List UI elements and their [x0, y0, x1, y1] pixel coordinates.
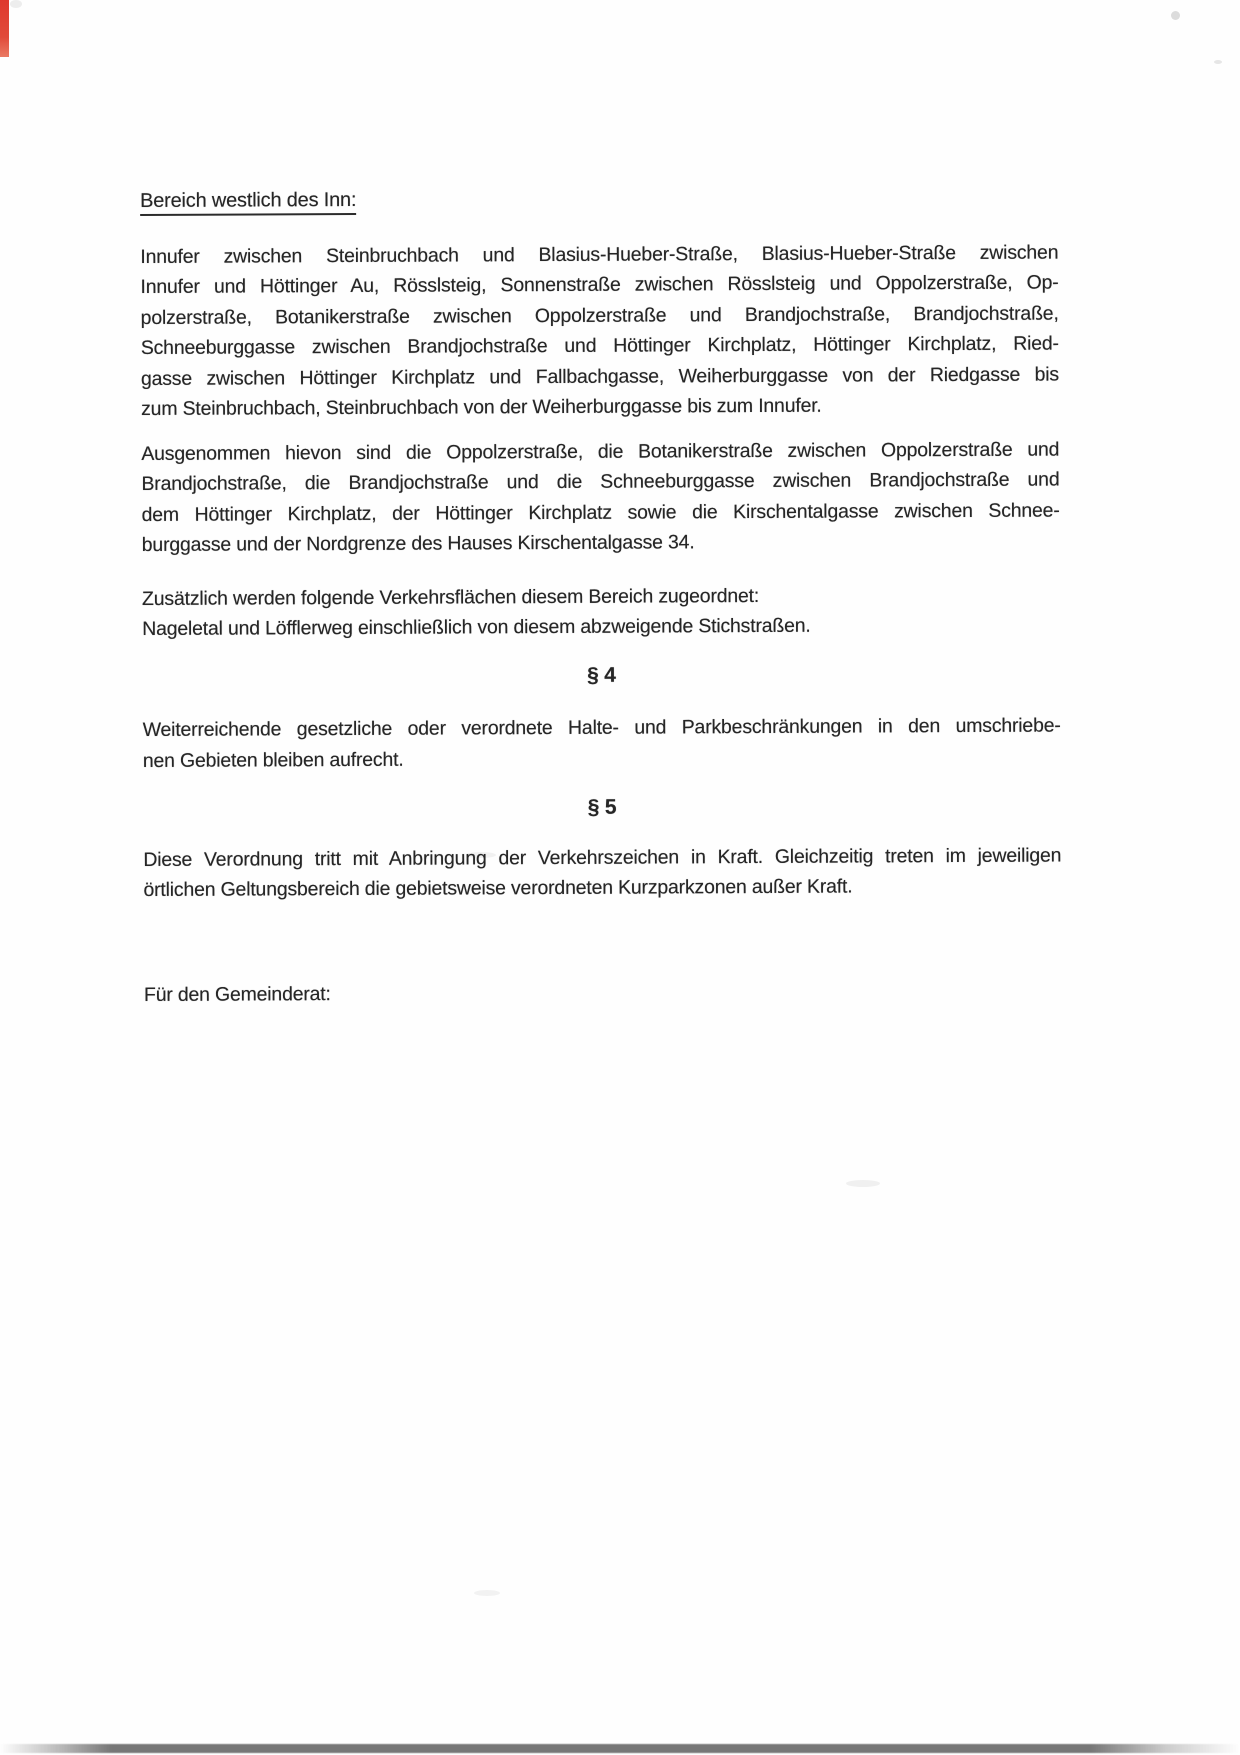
text-line: örtlichen Geltungsbereich die gebietsweise verordneten Kurzparkzonen außer Kraft. [143, 875, 853, 901]
paragraph-section-4-text [143, 711, 1061, 776]
text-line: Schneeburggasse zwischen Brandjochstraße und Höttinger Kirchplatz, Höttinger Kirchplatz, Ried- [140, 332, 1059, 359]
text-line: polzerstraße, Botanikerstraße zwischen Oppolzerstraße und Brandjochstraße, Brandjochstraße, [140, 302, 1059, 329]
scan-speck [1214, 60, 1222, 64]
section-heading [140, 182, 1058, 217]
heading-underlined-text: Bereich westlich des Inn: [140, 189, 356, 216]
document-content [140, 182, 1062, 1010]
text-line: Innufer und Höttinger Au, Rösslsteig, Sonnenstraße zwischen Rösslsteig und Oppolzerstraße, Op- [140, 271, 1059, 298]
paragraph-additional-areas [142, 579, 1060, 644]
scan-speck [10, 0, 22, 8]
text-line: Ausgenommen hievon sind die Oppolzerstraße, die Botanikerstraße zwischen Oppolzerstraße und [141, 438, 1060, 465]
paragraph-exceptions [141, 434, 1060, 560]
scan-speck [1171, 11, 1180, 20]
text-line: gasse zwischen Höttinger Kirchplatz und Fallbachgasse, Weiherburggasse von der Riedgasse bis [140, 363, 1059, 390]
text-line: Zusätzlich werden folgende Verkehrsflächen diesem Bereich zugeordnet: [141, 584, 760, 610]
paragraph-streets-list [140, 237, 1059, 424]
scan-edge-bar [0, 1744, 1240, 1753]
paragraph-section-5-text [143, 840, 1061, 905]
text-line: dem Höttinger Kirchplatz, der Höttinger Kirchplatz sowie die Kirschentalgasse zwischen Schnee- [141, 499, 1060, 526]
section-5-label: § 5 [587, 795, 617, 819]
text-line: nen Gebieten bleiben aufrecht. [142, 748, 404, 772]
section-4-label: § 4 [587, 663, 616, 687]
text-line: zum Steinbruchbach, Steinbruchbach von der Weiherburggasse bis zum Innufer. [141, 394, 822, 420]
scan-smudge [474, 1590, 500, 1596]
text-line: Nageletal und Löfflerweg einschließlich von diesem abzweigende Stichstraßen. [142, 614, 811, 640]
closing-line: Für den Gemeinderat: [143, 982, 331, 1006]
text-line: Diese Verordnung tritt mit Anbringung der Verkehrszeichen in Kraft. Gleichzeitig treten im jeweiligen [143, 844, 1062, 871]
text-line: Weiterreichende gesetzliche oder verordnete Halte- und Parkbeschränkungen in den umschriebe- [142, 714, 1061, 741]
text-line: Brandjochstraße, die Brandjochstraße und die Schneeburggasse zwischen Brandjochstraße und [141, 468, 1060, 495]
text-line: Innufer zwischen Steinbruchbach und Blasius-Hueber-Straße, Blasius-Hueber-Straße zwischen [140, 241, 1059, 268]
red-edge-mark [0, 0, 9, 57]
scan-smudge [846, 1180, 880, 1187]
text-line: burggasse und der Nordgrenze des Hauses Kirschentalgasse 34. [141, 531, 695, 556]
